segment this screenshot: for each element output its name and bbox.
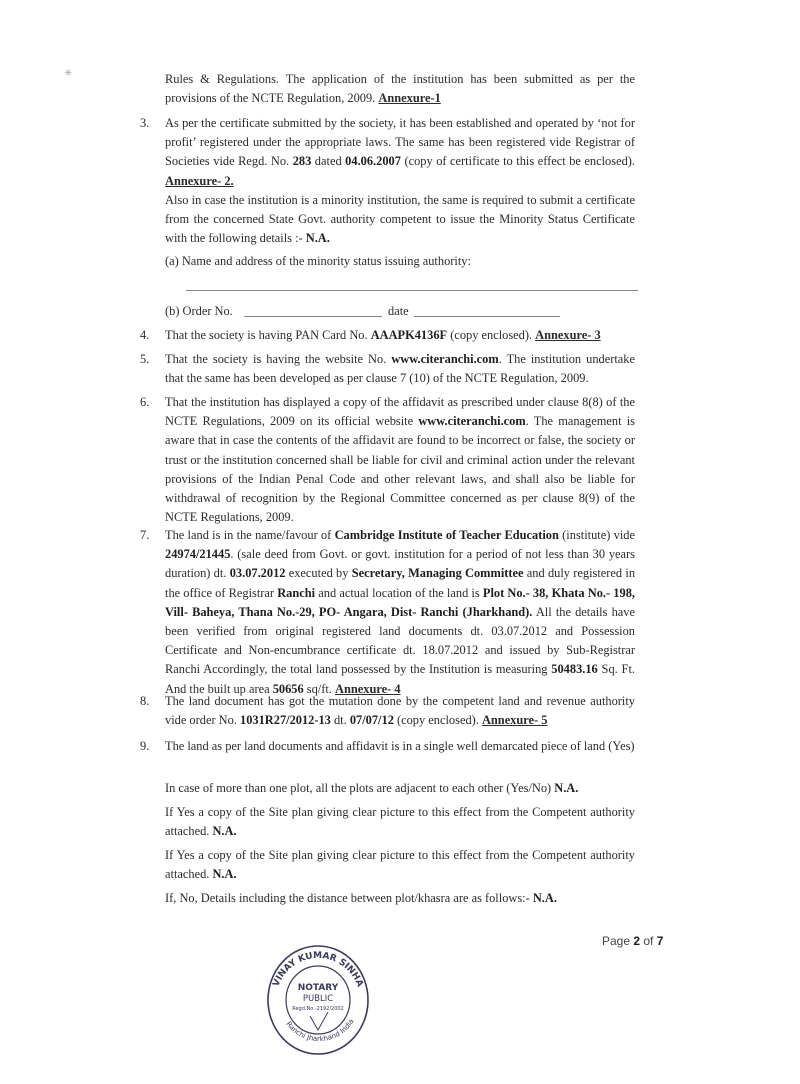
land-location: Plot No.- 38, Khata No.- 198, Vill- Baheya, Thana No.-29, PO- Angara, Dist- Ranchi (Jharkhand). (165, 585, 635, 619)
sale-deed-date: 03.07.2012 (229, 566, 286, 581)
pan-number: AAAPK4136F (370, 328, 448, 342)
na-value: N.A. (532, 891, 557, 905)
total-pages: 7 (656, 934, 664, 948)
svg-text:PUBLIC: PUBLIC (302, 994, 334, 1004)
minority-paragraph (165, 191, 635, 249)
svg-text:Ranchi Jharkhand India: Ranchi Jharkhand India (284, 1017, 356, 1044)
item-7-text: The land is in the name/favour of (165, 528, 335, 542)
item-9-site-plan-1 (165, 803, 635, 841)
page-label: Page (602, 934, 634, 948)
item-9-adjacent (165, 779, 635, 798)
item-4-paragraph (165, 326, 635, 345)
item-7-text: sq/ft. (303, 681, 336, 696)
item-5-text: That the society is having the website No. (165, 352, 392, 366)
item-7-text: Sq. Ft. And the built up area (165, 662, 635, 696)
item-9-site-plan-2 (165, 846, 635, 884)
item-7-text: . (sale deed from Govt. or govt. institution for a period of not less than 30 years duration) dt. (165, 547, 635, 581)
intro-text: Rules & Regulations. The application of the institution has been submitted as per the provisions of the NCTE Regulation, 2009. (165, 72, 635, 106)
intro-paragraph (165, 70, 635, 108)
minority-sub-a: (a) Name and address of the minority status issuing authority: (165, 254, 471, 268)
na-value: N.A. (212, 867, 237, 882)
svg-text:VINAY KUMAR SINHA: VINAY KUMAR SINHA (271, 950, 365, 989)
item-number-8: 8. (140, 694, 150, 708)
item-6-paragraph (165, 393, 635, 527)
item-6-text: . The management is aware that in case the contents of the affidavit are found to be incorrect or false, the society or trust or the institution concerned shall be liable for civil and criminal action under the relevant provisions of the Indian Penal Code and other relevant laws, and shall also be liable for withdrawal of recognition by the Regional Committee concerned as per clause 8(9) of the NCTE Regulations, 2009. (165, 414, 635, 525)
item-8-text: The land document has got the mutation done by the competent land and revenue authority vide order No. (165, 694, 635, 728)
item-8-text: (copy enclosed). (393, 713, 482, 728)
executor: Secretary, Managing Committee (351, 566, 524, 581)
minority-value: N.A. (305, 231, 330, 246)
item-9-text: If Yes a copy of the Site plan giving clear picture to this effect from the Competent authority attached. (165, 848, 635, 882)
blank-line-order (244, 316, 382, 317)
minority-text: Also in case the institution is a minority institution, the same is required to submit a certificate from the concerned State Govt. authority competent to issue the Minority Status Certificate with the following details :- (165, 193, 635, 246)
annexure-1: Annexure-1 (378, 91, 441, 106)
mutation-order-no: 1031R27/2012-13 (240, 713, 331, 728)
item-9-distance (165, 889, 635, 908)
item-4-text: That the society is having PAN Card No. (165, 328, 371, 342)
annexure-5: Annexure- 5 (481, 713, 548, 728)
item-3-text: (copy of certificate to this effect be enclosed). (400, 154, 635, 169)
svg-text:Regd.No.-2192/2002: Regd.No.-2192/2002 (292, 1006, 344, 1012)
item-9-text: If Yes a copy of the Site plan giving clear picture to this effect from the Competent authority attached. (165, 805, 635, 839)
date-label: date (388, 304, 409, 318)
item-7-paragraph (165, 526, 635, 699)
item-3-text: dated (311, 154, 346, 169)
item-3-text: As per the certificate submitted by the society, it has been established and operated by ‘not for profit’ registered under the appropriate laws. The same has been registered vide Registrar of Societies vide Regd. No. (165, 116, 635, 169)
item-5-paragraph (165, 350, 635, 388)
item-7-text: executed by (285, 566, 352, 581)
land-area: 50483.16 (551, 662, 598, 677)
svg-text:NOTARY: NOTARY (297, 983, 339, 993)
annexure-3: Annexure- 3 (535, 328, 601, 342)
item-3-paragraph (165, 114, 635, 191)
annexure-2: Annexure- 2. (165, 173, 234, 188)
item-7-text: All the details have been verified from original registered land documents dt. 03.07.2012 and Possession Certificate and Non-encumbrance certificate dt. 18.07.2012 and issued by Sub-Registrar Ranchi Accordingly, the total land possessed by the Institution is measuring (165, 604, 635, 677)
mutation-order-date: 07/07/12 (349, 713, 394, 728)
item-number-5: 5. (140, 352, 150, 366)
built-up-area: 50656 (272, 681, 304, 696)
item-4-text: (copy enclosed). (447, 328, 536, 342)
item-9-text: In case of more than one plot, all the plots are adjacent to each other (Yes/No) (165, 781, 555, 795)
item-7-text: and duly registered in the office of Registrar (165, 566, 636, 600)
page-number (602, 934, 663, 948)
item-number-3: 3. (140, 116, 150, 130)
blank-line-date (414, 316, 560, 317)
sale-deed-no: 24974/21445 (165, 547, 231, 562)
blank-line-authority (186, 290, 638, 291)
website: www.citeranchi.com (418, 414, 526, 429)
na-value: N.A. (554, 781, 579, 795)
item-5-text: . The institution undertake that the same has been developed as per clause 7 (10) of the NCTE Regulation, 2009. (165, 352, 635, 386)
item-9-paragraph: The land as per land documents and affidavit is in a single well demarcated piece of land (Yes) (165, 739, 635, 753)
item-9-text: If, No, Details including the distance between plot/khasra are as follows:- (165, 891, 533, 905)
item-8-paragraph (165, 692, 635, 730)
na-value: N.A. (212, 824, 237, 839)
institute-name: Cambridge Institute of Teacher Education (334, 528, 559, 542)
order-no-label: (b) Order No. (165, 304, 233, 318)
item-number-7: 7. (140, 528, 150, 542)
society-regd-date: 04.06.2007 (345, 154, 401, 169)
item-number-9: 9. (140, 739, 150, 753)
item-number-4: 4. (140, 328, 150, 342)
item-7-text: and actual location of the land is (315, 585, 483, 600)
society-regd-no: 283 (292, 154, 312, 169)
registrar-office: Ranchi (277, 585, 316, 600)
website: www.citeranchi.com (391, 352, 499, 366)
item-7-text: (institute) vide (558, 528, 635, 542)
of-label: of (640, 934, 657, 948)
item-number-6: 6. (140, 395, 150, 409)
scan-speck: ✳ (64, 68, 73, 79)
annexure-4: Annexure- 4 (335, 681, 401, 696)
current-page: 2 (633, 934, 641, 948)
item-8-text: dt. (330, 713, 350, 728)
notary-stamp-icon (262, 940, 374, 1058)
item-6-text: That the institution has displayed a copy of the affidavit as prescribed under clause 8(8) of the NCTE Regulations, 2009 on its official website (165, 395, 635, 429)
